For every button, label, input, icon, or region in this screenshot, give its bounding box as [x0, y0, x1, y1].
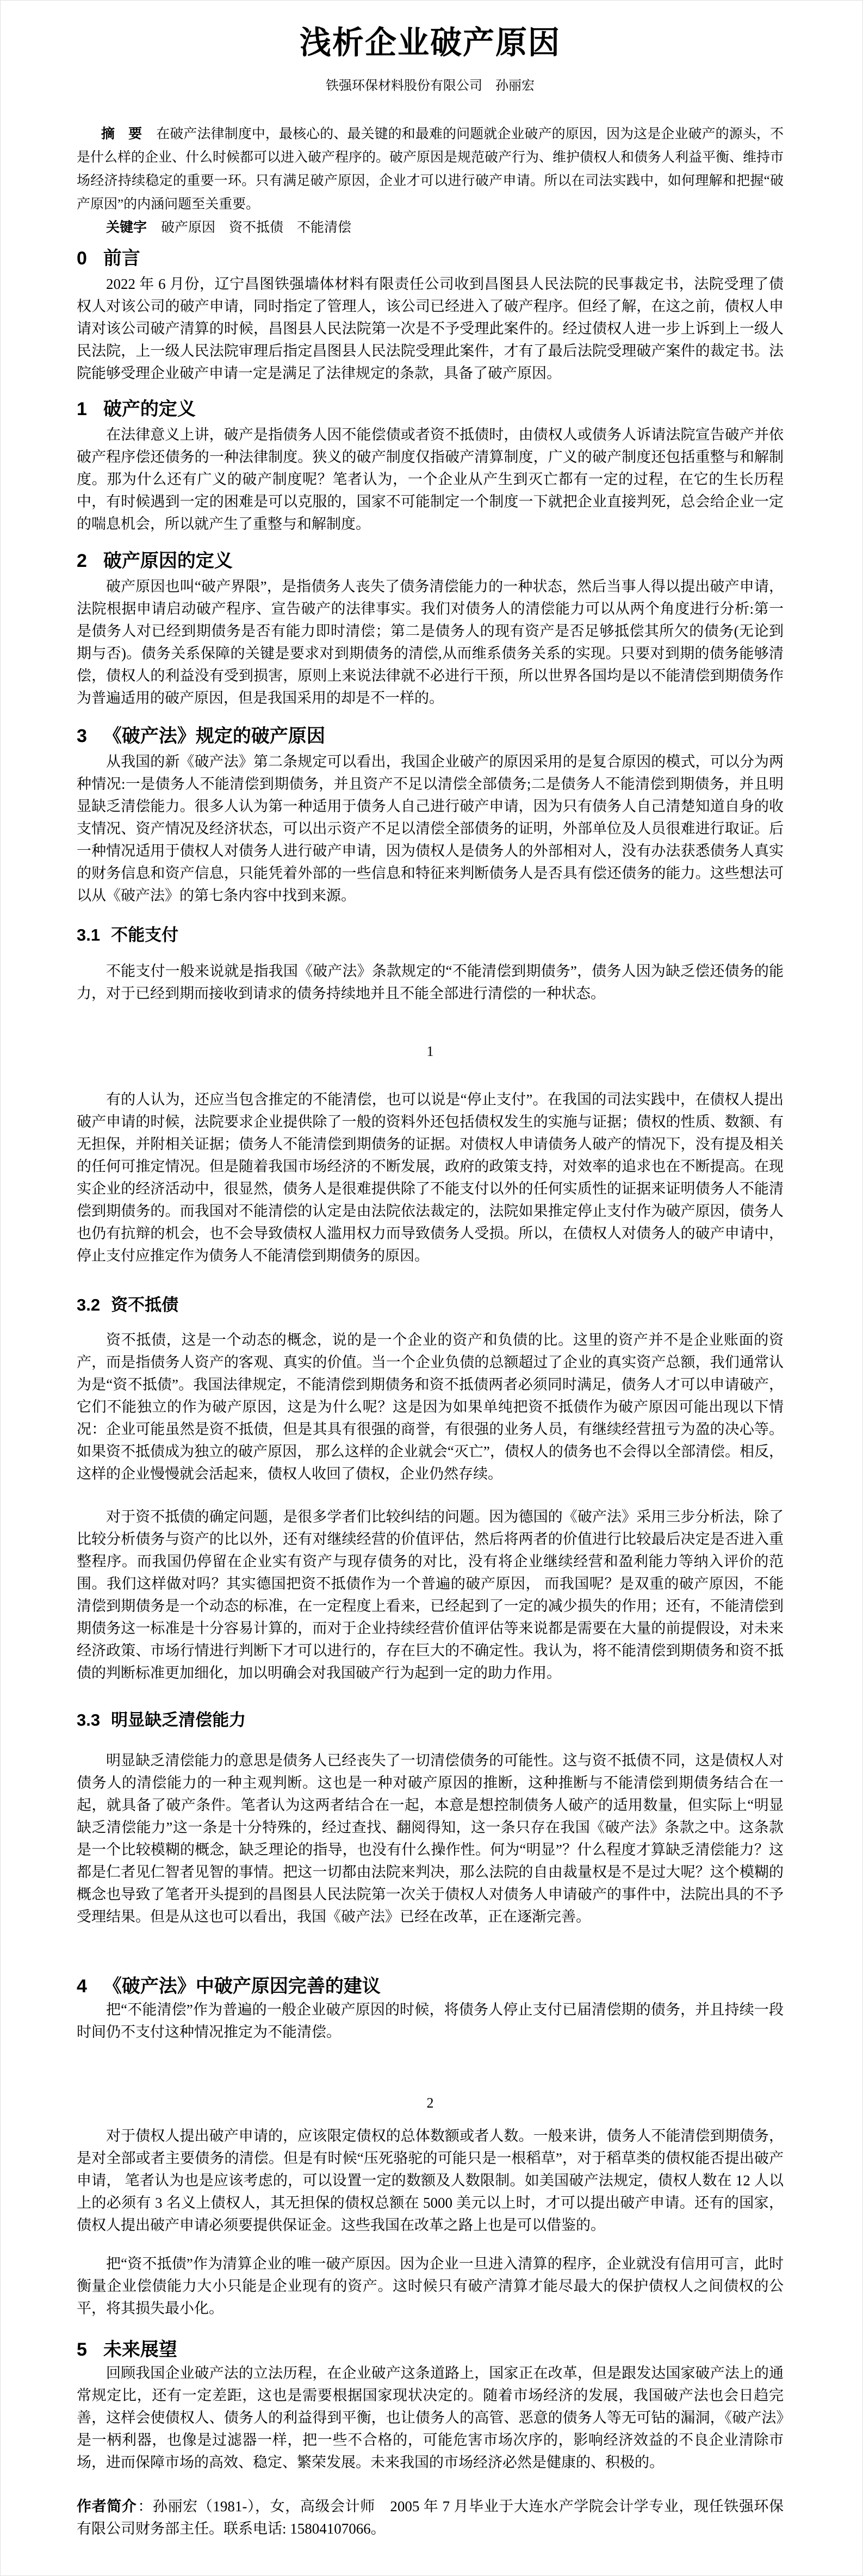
section-heading-suggestions [77, 1974, 784, 1999]
section-number: 4 [77, 1976, 87, 1997]
paragraph-suggestions-3: 把“资不抵债”作为清算企业的唯一破产原因。因为企业一旦进入清算的程序，企业就没有信用可言，此时衡量企业偿债能力大小只能是企业现有的资产。这时候只有破产清算才能尽最大的保护债权人之间债权的公平，将其损失最小化。 [77, 2256, 784, 2316]
page-number-1: 1 [426, 1043, 434, 1059]
subsection-heading-inability-to-pay [77, 923, 784, 947]
subsection-heading-insolvency [77, 1293, 784, 1317]
abstract-label: 摘 要 [101, 126, 142, 141]
paragraph-definition-of-bankruptcy: 在法律意义上讲，破产是指债务人因不能偿债或者资不抵债时，由债权人或债务人诉请法院宣告破产并依破产程序偿还债务的一种法律制度。狭义的破产制度仅指破产清算制度，广义的破产制度还包括重整与和解制度。那为什么还有广义的破产制度呢？笔者认为，一个企业从产生到灭亡都有一定的过程，在它的生长历程中，有时候遇到一定的困难是可以克服的，国家不可能制定一个制度一下就把企业直接判死，总会给企业一定的喘息机会，所以就产生了重整与和解制度。 [77, 427, 784, 532]
section-heading-future-outlook [77, 2337, 784, 2362]
section-number: 3.2 [77, 1295, 101, 1314]
abstract-paragraph [77, 122, 784, 216]
paragraph-inability-to-pay-2: 有的人认为，还应当包含推定的不能清偿，也可以说是“停止支付”。在我国的司法实践中，在债权人提出破产申请的时候，法院要求企业提供除了一般的资料外还包括债权发生的实施与证据；债权的性质、数额、有无担保，并附相关证据；债务人不能清偿到期债务的证据。对债权人申请债务人破产的情况下，没有提及相关的任何可推定情况。但是随着我国市场经济的不断发展，政府的政策支持，对效率的追求也在不断提高。在现实企业的经济活动中，很显然，债务人是很难提供除了不能支付以外的任何实质性的证据来证明债务人不能清偿到期债务的。而我国对不能清偿的认定是由法院依法裁定的，法院如果推定停止支付作为破产原因，债务人也仍有抗辩的机会，也不会导致债权人滥用权力而导致债务人受损。所以，在债权人对债务人的破产申请中，停止支付应推定作为债务人不能清偿到期债务的原因。 [77, 1091, 784, 1264]
subsection-heading-obvious-lack-of-solvency [77, 1708, 784, 1732]
paragraph-law-causes: 从我国的新《破产法》第二条规定可以看出，我国企业破产的原因采用的是复合原因的模式，可以分为两种情况:一是债务人不能清偿到期债务，并且资产不足以清偿全部债务;二是债务人不能清偿到期债务，并且明显缺乏清偿能力。很多人认为第一种适用于债务人自己进行破产申请，因为只有债务人自己清楚知道自身的收支情况、资产情况及经济状态，可以出示资产不足以清偿全部债务的证明，外部单位及人员很难进行取证。后一种情况适用于债权人对债务人进行破产申请，因为债权人是债务人的外部相对人，没有办法获悉债务人真实的财务信息和资产信息，只能凭着外部的一些信息和特征来判断债务人是否具有偿还债务的能力。这些想法可以从《破产法》的第七条内容中找到来源。 [77, 753, 784, 904]
section-title: 《破产法》规定的破产原因 [103, 726, 325, 746]
section-title: 资不抵债 [111, 1295, 179, 1314]
section-heading-definition-of-cause [77, 548, 784, 573]
section-number: 3.1 [77, 925, 101, 944]
section-title: 《破产法》中破产原因完善的建议 [103, 1976, 381, 1997]
page-number-2: 2 [426, 2095, 434, 2111]
section-number: 1 [77, 399, 87, 419]
section-number: 3 [77, 726, 87, 746]
section-number: 2 [77, 551, 87, 571]
paragraph-suggestions-2: 对于债权人提出破产申请的，应该限定债权的总体数额或者人数。一般来讲，债务人不能清偿到期债务，是对全部或者主要债务的清偿。但是有时候“压死骆驼的可能只是一根稻草”，对于稻草类的债权能否提出破产申请， 笔者认为也是应该考虑的，可以设置一定的数额及人数限制。如美国破产法规定，债权人数在 12 人以上的必须有 3 名义上债权人，其无担保的债权总额在 5000 美元以上时，才可以提出破产申请。还有的国家，债权人提出破产申请必须要提供保证金。这些我国在改革之路上也是可以借鉴的。 [77, 2128, 784, 2233]
section-title: 不能支付 [111, 925, 179, 944]
section-title: 前言 [103, 248, 140, 269]
section-title: 破产的定义 [103, 399, 196, 419]
paragraph-suggestions-1: 把“不能清偿”作为普遍的一般企业破产原因的时候，将债务人停止支付已届清偿期的债务，并且持续一段时间仍不支付这种情况推定为不能清偿。 [77, 2002, 784, 2040]
keywords-label: 关键字 [106, 220, 147, 235]
section-number: 5 [77, 2339, 87, 2360]
section-title: 明显缺乏清偿能力 [111, 1710, 246, 1729]
paragraph-insolvency-1: 资不抵债，这是一个动态的概念，说的是一个企业的资产和负债的比。这里的资产并不是企业账面的资产，而是指债务人资产的客观、真实的价值。当一个企业负债的总额超过了企业的真实资产总额，我们通常认为是“资不抵债”。我国法律规定，不能清偿到期债务和资不抵债两者必须同时满足，债务人才可以申请破产，它们不能独立的作为破产原因，这是为什么呢？这是因为如果单纯把资不抵债作为破产原因可能出现以下情况：企业可能虽然是资不抵债，但是其具有很强的商誉，有很强的业务人员，有继续经营扭亏为盈的决心等。如果资不抵债成为独立的破产原因， 那么这样的企业就会“灭亡”，债权人的债务也不会得以全部清偿。相反，这样的企业慢慢就会活起来，债权人收回了债权，企业仍然存续。 [77, 1332, 784, 1482]
document-title: 浅析企业破产原因 [299, 25, 561, 60]
paragraph-insolvency-2: 对于资不抵债的确定问题，是很多学者们比较纠结的问题。因为德国的《破产法》采用三步分析法，除了比较分析债务与资产的比以外，还有对继续经营的价值评估，然后将两者的价值进行比较最后决定是否进入重整程序。而我国仍停留在企业实有资产与现存债务的对比，没有将企业继续经营和盈利能力等纳入评价的范围。我们这样做对吗？其实德国把资不抵债作为一个普遍的破产原因， 而我国呢？是双重的破产原因，不能清偿到期债务是一个动态的标准，在一定程度上看来，已经起到了一定的减少损失的作用；还有，不能清偿到期债务这一标准是十分容易计算的，而对于企业持续经营价值评估等来说都是需要在大量的前提假设，对未来经济政策、市场行情进行判断下才可以进行的，存在巨大的不确定性。我认为，将不能清偿到期债务和资不抵债的判断标准更加细化，加以明确会对我国破产行为起到一定的助力作用。 [77, 1509, 784, 1681]
paragraph-inability-to-pay-1: 不能支付一般来说就是指我国《破产法》条款规定的“不能清偿到期债务”，债务人因为缺乏偿还债务的能力，对于已经到期而接收到请求的债务持续地并且不能全部进行清偿的一种状态。 [77, 963, 784, 1002]
section-heading-law-causes [77, 724, 784, 749]
paragraph-future-outlook: 回顾我国企业破产法的立法历程，在企业破产这条道路上，国家正在改革，但是跟发达国家破产法上的通常规定比，还有一定差距，这也是需要根据国家现状决定的。随着市场经济的发展，我国破产法也会日趋完善，这样会使债权人、债务人的利益得到平衡，也让债务人的高管、恶意的债务人等无可钻的漏洞，《破产法》是一柄利器，也像是过滤器一样，把一些不合格的，可能危害市场次序的，影响经济效益的不良企业清除市场，进而保障市场的高效、稳定、繁荣发展。未来我国的市场经济必然是健康的、积极的。 [77, 2365, 784, 2470]
section-title: 破产原因的定义 [103, 551, 233, 571]
section-heading-preface [77, 246, 784, 271]
author-bio-text: ：孙丽宏（1981-），女，高级会计师 2005 年 7 月毕业于大连水产学院会计学专业，现任铁强环保有限公司财务部主任。联系电话: 15804107066。 [77, 2498, 784, 2537]
keywords-line [77, 216, 784, 239]
section-number: 3.3 [77, 1710, 101, 1729]
author-line: 铁强环保材料股份有限公司 孙丽宏 [326, 79, 535, 93]
abstract-text: 在破产法律制度中，最核心的、最关键的和最难的问题就企业破产的原因，因为这是企业破产的源头，不是什么样的企业、什么时候都可以进入破产程序的。破产原因是规范破产行为、维护债权人和债务人利益平衡、维持市场经济持续稳定的重要一环。只有满足破产原因，企业才可以进行破产申请。所以在司法实践中，如何理解和把握“破产原因”的内涵问题至关重要。 [77, 127, 784, 212]
section-title: 未来展望 [103, 2339, 177, 2360]
paragraph-obvious-lack-of-solvency: 明显缺乏清偿能力的意思是债务人已经丧失了一切清偿债务的可能性。这与资不抵债不同，这是债权人对债务人的清偿能力的一种主观判断。这也是一种对破产原因的推断，这种推断与不能清偿到期债务结合在一起，就具备了破产条件。笔者认为这两者结合在一起，本意是想控制债务人破产的适用数量，但实际上“明显缺乏清偿能力”这一条是十分特殊的，经过查找、翻阅得知，这一条只存在我国《破产法》条款之中。这条款是一个比较模糊的概念，缺乏理论的指导，也没有什么操作性。何为“明显”？什么程度才算缺乏清偿能力？这都是仁者见仁智者见智的事情。把这一切都由法院来判决，那么法院的自由裁量权是不是过大呢？这个模糊的概念也导致了笔者开头提到的昌图县人民法院第一次关于债权人对债务人申请破产的事件中，法院出具的不予受理结果。但是从这也可以看出，我国《破产法》已经在改革，正在逐渐完善。 [77, 1752, 784, 1925]
keywords-text: 破产原因 资不抵债 不能清偿 [161, 220, 352, 235]
author-bio-label: 作者简介 [77, 2498, 137, 2515]
paragraph-definition-of-cause: 破产原因也叫“破产界限”，是指债务人丧失了债务清偿能力的一种状态，然后当事人得以提出破产申请，法院根据申请启动破产程序、宣告破产的法律事实。我们对债务人的清偿能力可以从两个角度进行分析:第一是债务人对已经到期债务是否有能力即时清偿；第二是债务人的现有资产是否足够抵偿其所欠的债务(无论到期与否)。债务关系保障的关键是要求对到期债务的清偿,从而维系债务关系的实现。只要对到期的债务能够清偿，债权人的利益没有受到损害，原则上来说法律就不必进行干预，所以世界各国均是以不能清偿到期债务作为普遍适用的破产原因，但是我国采用的却是不一样的。 [77, 578, 784, 706]
paragraph-preface: 2022 年 6 月份，辽宁昌图铁强墙体材料有限责任公司收到昌图县人民法院的民事裁定书，法院受理了债权人对该公司的破产申请，同时指定了管理人，该公司已经进入了破产程序。但经了解，在这之前，债权人申请对该公司破产清算的时候，昌图县人民法院第一次是不予受理此案件的。经过债权人进一步上诉到上一级人民法院，上一级人民法院审理后指定昌图县人民法院受理此案件，才有了最后法院受理破产案件的裁定书。法院能够受理企业破产申请一定是满足了法律规定的条款，具备了破产原因。 [77, 276, 784, 381]
section-number: 0 [77, 248, 87, 269]
author-bio [77, 2495, 784, 2540]
section-heading-definition-of-bankruptcy [77, 397, 784, 422]
